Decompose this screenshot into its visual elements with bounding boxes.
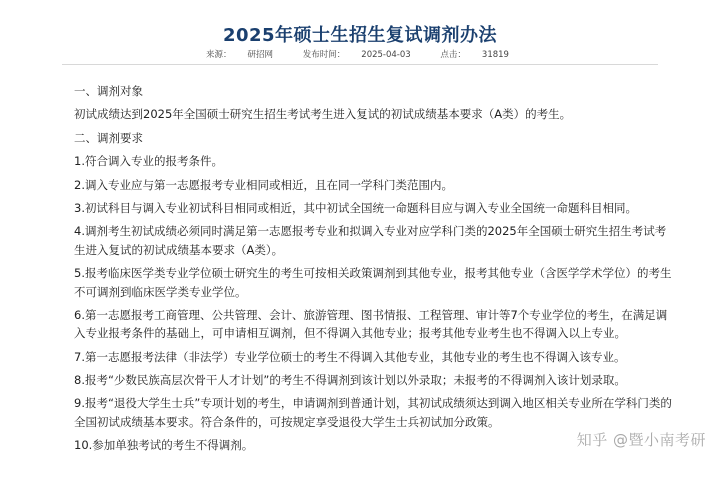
list-item: 7.第一志愿报考法律（非法学）专业学位硕士的考生不得调入其他专业，其他专业的考生也不得调入该专业。 — [74, 349, 626, 364]
section-paragraph: 初试成绩达到2025年全国硕士研究生招生考试考生进入复试的初试成绩基本要求（A类）的考生。 — [74, 107, 572, 122]
list-item: 3.初试科目与调入专业初试科目相同或相近，其中初试全国统一命题科目应与调入专业全国统一命题科目相同。 — [74, 200, 637, 215]
meta-date-value: 2025-04-03 — [361, 50, 411, 60]
page-title: 2025年硕士生招生复试调剂办法 — [222, 25, 498, 46]
list-item: 2.调入专业应与第一志愿报考专业相同或相近，且在同一学科门类范围内。 — [74, 177, 453, 192]
header-divider — [62, 64, 658, 65]
article-meta — [0, 48, 720, 60]
meta-clicks-label: 点击： — [440, 50, 466, 60]
article-body — [74, 82, 674, 460]
watermark-text: 知乎 @暨小南考研 — [576, 431, 706, 449]
meta-source-label: 来源： — [206, 50, 232, 60]
meta-clicks-value: 31819 — [481, 50, 509, 60]
list-item: 1.符合调入专业的报考条件。 — [74, 154, 223, 169]
section-heading: 一、调剂对象 — [74, 84, 143, 98]
list-item: 9.报考“退役大学生士兵”专项计划的考生，申请调剂到普通计划，其初试成绩须达到调入地区相关专业所在学科门类的全国初试成绩基本要求。符合条件的，可按规定享受退役大学生士兵初试加分政策。 — [74, 396, 672, 429]
list-item: 5.报考临床医学类专业学位硕士研究生的考生可按相关政策调剂到其他专业，报考其他专业（含医学学术学位）的考生不可调剂到临床医学类专业学位。 — [74, 266, 672, 299]
meta-date — [300, 50, 419, 60]
list-item: 8.报考“少数民族高层次骨干人才计划”的考生不得调剂到该计划以外录取；未报考的不得调剂入该计划录取。 — [74, 373, 626, 388]
meta-source-value: 研招网 — [247, 50, 274, 60]
list-item: 4.调剂考生初试成绩必须同时满足第一志愿报考专业和拟调入专业对应学科门类的2025年全国硕士研究生招生考试考生进入复试的初试成绩基本要求（A类）。 — [74, 224, 667, 257]
list-item: 10.参加单独考试的考生不得调剂。 — [74, 438, 254, 453]
section-heading: 二、调剂要求 — [74, 130, 143, 145]
meta-date-label: 发布时间： — [302, 50, 346, 60]
meta-clicks — [437, 50, 517, 60]
list-item: 6.第一志愿报考工商管理、公共管理、会计、旅游管理、图书情报、工程管理、审计等7个专业学位的考生，在满足调入专业报考条件的基础上，可申请相互调剂，但不得调入其他专业；报考其他专业考生也不得调入以上专业。 — [74, 307, 668, 341]
meta-source — [203, 50, 281, 60]
